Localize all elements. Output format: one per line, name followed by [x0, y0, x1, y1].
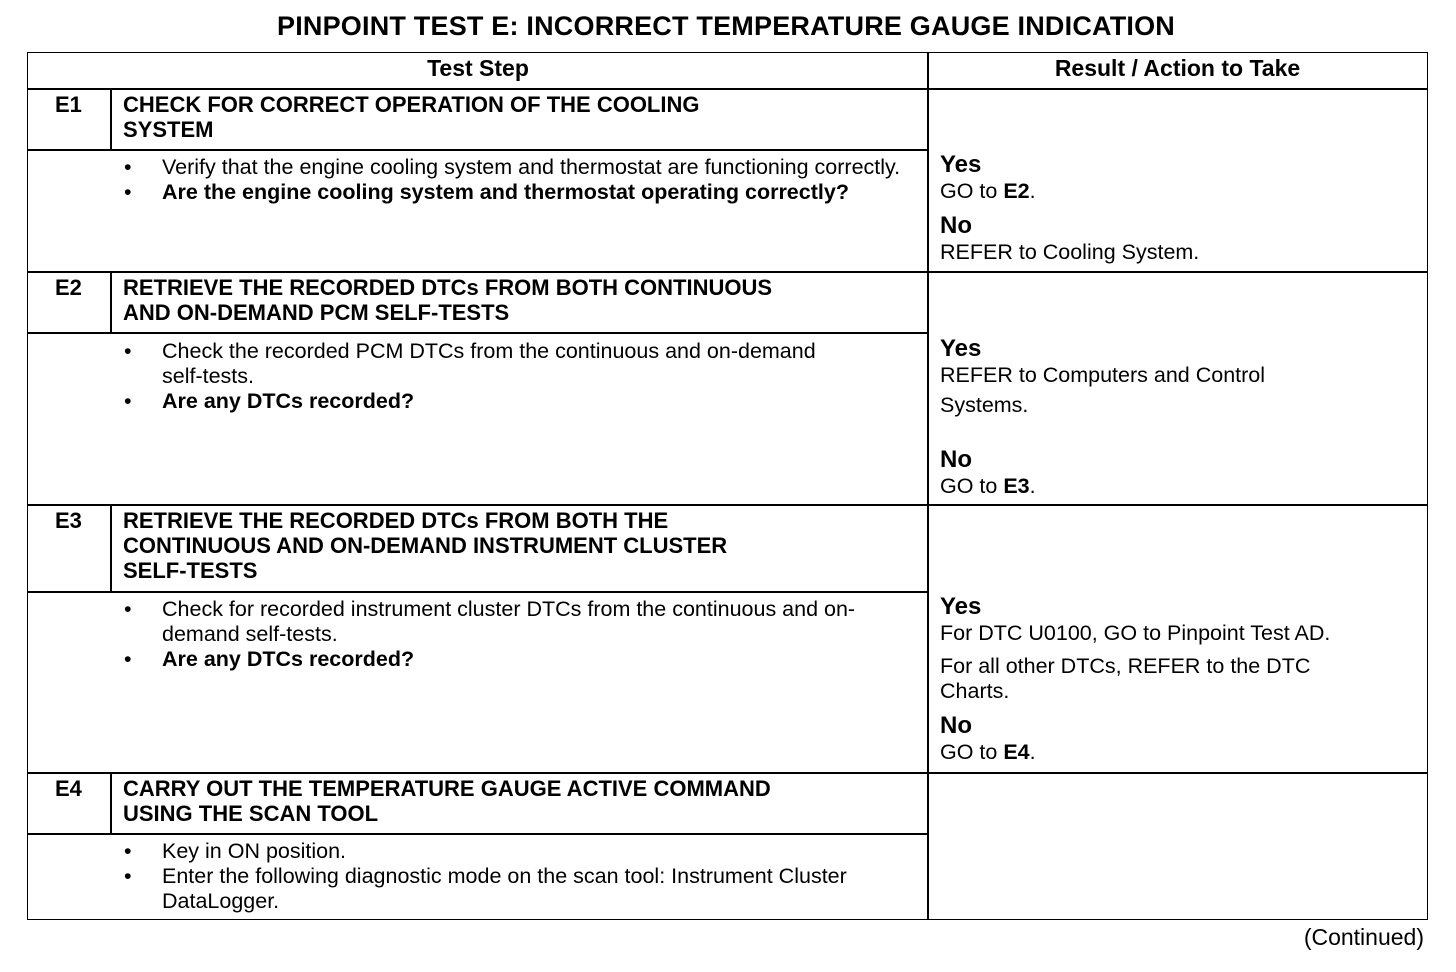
step-id-label: E4 — [55, 776, 82, 801]
bullet-text: Enter the following diagnostic mode on the scan tool: Instrument Cluster DataLogger. — [162, 864, 847, 913]
bullet-text: Check for recorded instrument cluster DTCs from the continuous and on-demand self-tests. — [162, 597, 856, 646]
step-heading-line: CARRY OUT THE TEMPERATURE GAUGE ACTIVE COMMAND — [123, 776, 771, 801]
yes-action-line: REFER to Computers and Control — [940, 363, 1266, 387]
step-heading-line: RETRIEVE THE RECORDED DTCs FROM BOTH CONTINUOUS — [123, 275, 773, 300]
step-heading-e2 — [110, 271, 929, 334]
bullet-item — [124, 864, 928, 914]
step-id-label: E3 — [55, 508, 82, 533]
step-heading-line: RETRIEVE THE RECORDED DTCs FROM BOTH THE — [123, 508, 669, 533]
step-body-e1 — [27, 149, 929, 273]
bullet-text: Are any DTCs recorded? — [162, 647, 415, 671]
bullet-item — [124, 597, 928, 647]
step-id-e3 — [27, 504, 112, 593]
result-e2 — [927, 271, 1428, 506]
step-heading-line: USING THE SCAN TOOL — [123, 801, 379, 826]
continued-note: (Continued) — [1303, 924, 1424, 950]
result-e3 — [927, 504, 1428, 774]
yes-action-line: Systems. — [940, 393, 1029, 417]
bullet-text: Check the recorded PCM DTCs from the continuous and on-demand self-tests. — [162, 339, 816, 388]
step-body-e4 — [27, 833, 929, 920]
step-heading-line: SELF-TESTS — [123, 558, 258, 583]
bullet-question — [124, 647, 928, 672]
result-e1 — [927, 88, 1428, 273]
step-heading-line: AND ON-DEMAND PCM SELF-TESTS — [123, 300, 510, 325]
step-id-e4 — [27, 772, 112, 835]
no-label: No — [940, 446, 972, 473]
yes-action-line: For all other DTCs, REFER to the DTC — [940, 654, 1311, 678]
step-id-e1 — [27, 88, 112, 151]
bullet-text: Key in ON position. — [162, 839, 347, 863]
result-e4 — [927, 772, 1428, 920]
step-heading-line: SYSTEM — [123, 117, 214, 142]
header-result-label: Result / Action to Take — [1054, 55, 1301, 81]
bullet-icon: • — [124, 864, 132, 888]
yes-action-line: For DTC U0100, GO to Pinpoint Test AD. — [940, 621, 1331, 645]
bullet-icon: • — [124, 389, 132, 413]
bullet-icon: • — [124, 647, 132, 671]
step-id-e2 — [27, 271, 112, 334]
bullet-question — [124, 389, 928, 414]
no-label: No — [940, 712, 972, 739]
bullet-icon: • — [124, 597, 132, 621]
yes-label: Yes — [940, 151, 982, 178]
bullet-icon: • — [124, 155, 132, 179]
step-heading-e4 — [110, 772, 929, 835]
no-action: GO to E4. — [940, 740, 1036, 764]
bullet-text: Are any DTCs recorded? — [162, 389, 415, 413]
step-heading-e1 — [110, 88, 929, 151]
yes-action-line: Charts. — [940, 679, 1010, 703]
no-label: No — [940, 212, 972, 239]
step-heading-e3 — [110, 504, 929, 593]
header-test-step — [27, 52, 929, 90]
header-test-step-label: Test Step — [427, 55, 529, 81]
bullet-text: Verify that the engine cooling system and thermostat are functioning correctly. — [162, 155, 901, 179]
bullet-text: Are the engine cooling system and thermostat operating correctly? — [162, 180, 849, 204]
yes-label: Yes — [940, 593, 982, 620]
no-action: REFER to Cooling System. — [940, 240, 1200, 264]
step-id-label: E1 — [55, 92, 82, 117]
step-body-e2 — [27, 332, 929, 506]
step-heading-line: CONTINUOUS AND ON-DEMAND INSTRUMENT CLUSTER — [123, 533, 728, 558]
bullet-icon: • — [124, 180, 132, 204]
step-id-label: E2 — [55, 275, 82, 300]
page-title: PINPOINT TEST E: INCORRECT TEMPERATURE GAUGE INDICATION — [276, 11, 1176, 41]
header-result — [927, 52, 1428, 90]
yes-action: GO to E2. — [940, 179, 1036, 203]
bullet-icon: • — [124, 339, 132, 363]
step-body-e3 — [27, 591, 929, 774]
bullet-question — [124, 180, 928, 205]
bullet-item — [124, 339, 928, 389]
yes-label: Yes — [940, 335, 982, 362]
no-action: GO to E3. — [940, 474, 1036, 498]
bullet-item — [124, 155, 928, 180]
bullet-item — [124, 839, 928, 864]
bullet-icon: • — [124, 839, 132, 863]
step-heading-line: CHECK FOR CORRECT OPERATION OF THE COOLING — [123, 92, 700, 117]
